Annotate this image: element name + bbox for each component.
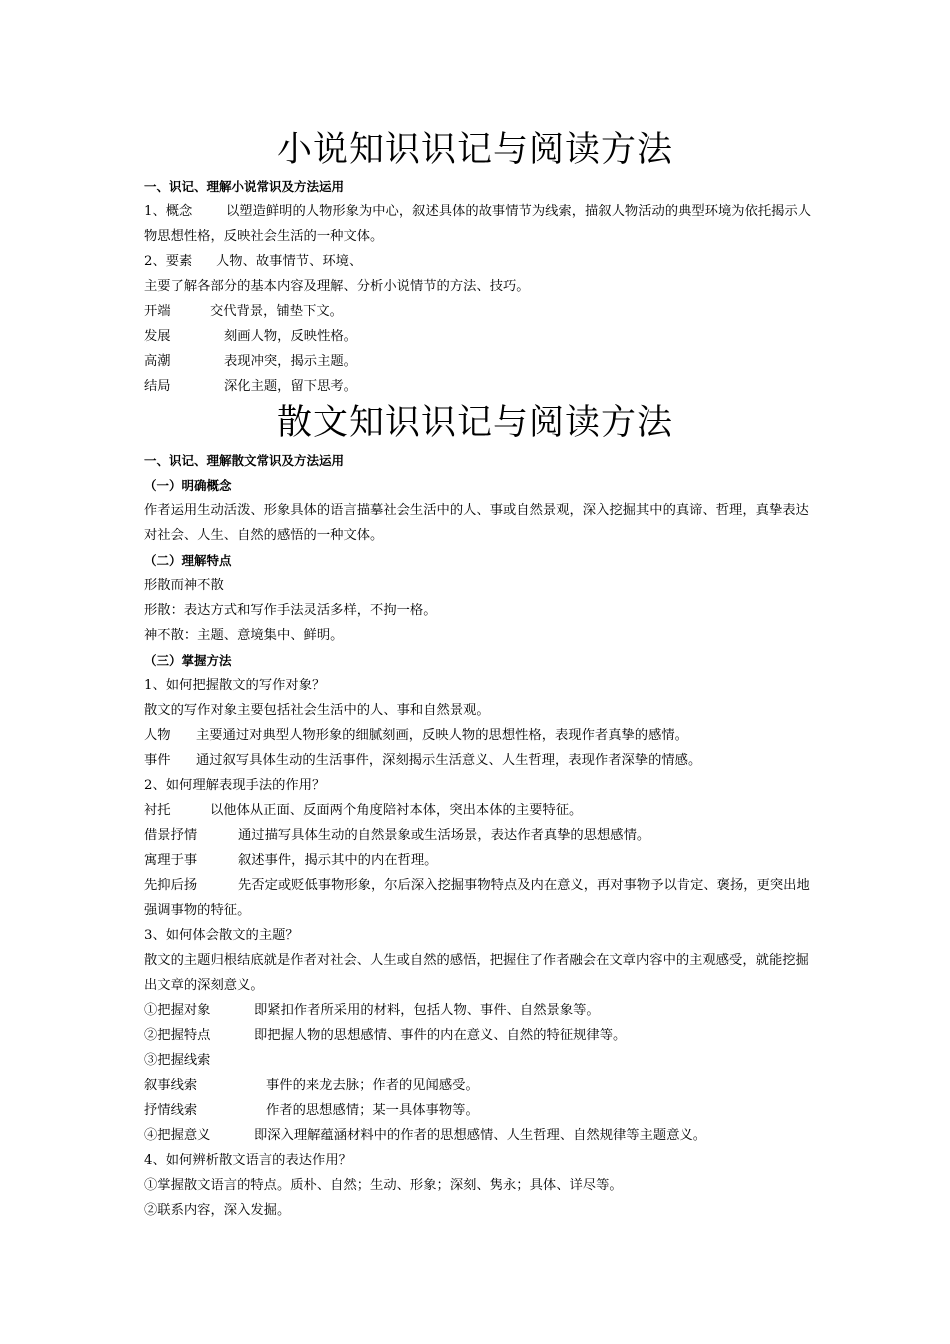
term-desc: 即紧扣作者所采用的材料，包括人物、事件、自然景象等。 <box>254 1003 600 1018</box>
term-label: ④把握意义 <box>144 1128 211 1143</box>
concept-text: 以塑造鲜明的人物形象为中心，叙述具体的故事情节为线索，描叙人物活动的典型环境为依托揭示人物思想性格，反映社会生活的一种文体。 <box>144 204 812 244</box>
question-heading: 2、如何理解表现手法的作用？ <box>144 778 326 793</box>
term-desc: 主要通过对典型人物形象的细腻刻画，反映人物的思想性格，表现作者真挚的感情。 <box>196 728 688 743</box>
prose-section-heading: 一、识记、理解散文常识及方法运用 <box>144 453 345 468</box>
plot-row <box>144 353 814 371</box>
term-label: 人物 <box>144 728 171 743</box>
plot-term: 开端 <box>144 304 171 319</box>
term-row <box>144 802 814 820</box>
term-label: ①把握对象 <box>144 1003 211 1018</box>
term-label: 抒情线索 <box>144 1103 198 1118</box>
prose-title: 散文知识识记与阅读方法 <box>276 403 673 443</box>
term-desc: 先否定或贬低事物形象，尔后深入挖掘事物特点及内在意义，再对事物予以肯定、褒扬，更突出地强调事物的特征。 <box>144 878 810 918</box>
novel-title: 小说知识识记与阅读方法 <box>276 130 673 170</box>
term-desc: 即把握人物的思想感情、事件的内在意义、自然的特征规律等。 <box>254 1028 627 1043</box>
term-desc: 叙述事件，揭示其中的内在哲理。 <box>238 853 438 868</box>
term-row <box>144 1027 814 1045</box>
term-label: 衬托 <box>144 803 171 818</box>
term-label: 先抑后扬 <box>144 878 198 893</box>
novel-section-heading: 一、识记、理解小说常识及方法运用 <box>144 179 345 194</box>
concept-label: 1、概念 <box>144 204 193 219</box>
plot-desc: 刻画人物，反映性格。 <box>224 329 357 344</box>
term-desc: 即深入理解蕴涵材料中的作者的思想感情、人生哲理、自然规律等主题意义。 <box>254 1128 707 1143</box>
plot-term: 高潮 <box>144 354 171 369</box>
plot-desc: 表现冲突，揭示主题。 <box>224 354 357 369</box>
novel-master: 主要了解各部分的基本内容及理解、分析小说情节的方法、技巧。 <box>144 279 530 294</box>
term-row <box>144 727 814 745</box>
term-desc: 事件的来龙去脉；作者的见闻感受。 <box>266 1078 479 1093</box>
prose-feature: 形散：表达方式和写作手法灵活多样，不拘一格。 <box>144 603 437 618</box>
question-heading: 4、如何辨析散文语言的表达作用？ <box>144 1153 352 1168</box>
answer-line: ①掌握散文语言的特点。质朴、自然；生动、形象；深刻、隽永；具体、详尽等。 <box>144 1178 623 1193</box>
term-row <box>144 1102 814 1120</box>
term-desc: 通过描写具体生动的自然景象或生活场景，表达作者真挚的思想感情。 <box>238 828 651 843</box>
term-row <box>144 873 814 923</box>
term-label: 借景抒情 <box>144 828 198 843</box>
elements-label: 2、要素 <box>144 254 193 269</box>
plot-desc: 深化主题，留下思考。 <box>224 379 357 394</box>
answer-line: ②联系内容，深入发掘。 <box>144 1203 291 1218</box>
prose-feature: 形散而神不散 <box>144 578 224 593</box>
plot-row <box>144 303 814 321</box>
prose-definition: 作者运用生动活泼、形象具体的语言描摹社会生活中的人、事或自然景观，深入挖掘其中的真谛、哲理，真挚表达对社会、人生、自然的感悟的一种文体。 <box>144 503 809 543</box>
term-desc: 以他体从正面、反面两个角度陪衬本体，突出本体的主要特征。 <box>210 803 583 818</box>
term-label: 寓理于事 <box>144 853 198 868</box>
term-row <box>144 827 814 845</box>
question-heading: 3、如何体会散文的主题？ <box>144 928 299 943</box>
plot-term: 发展 <box>144 329 171 344</box>
prose-subheading-method: （三）掌握方法 <box>144 653 232 668</box>
term-row <box>144 852 814 870</box>
term-label: ②把握特点 <box>144 1028 211 1043</box>
plot-desc: 交代背景，铺垫下文。 <box>210 304 343 319</box>
novel-concept <box>144 199 814 249</box>
term-row <box>144 752 814 770</box>
question-heading: 1、如何把握散文的写作对象？ <box>144 678 326 693</box>
term-row <box>144 1127 814 1145</box>
answer-line: 散文的主题归根结底就是作者对社会、人生或自然的感悟，把握住了作者融会在文章内容中的主观感受，就能挖掘出文章的深刻意义。 <box>144 953 809 993</box>
prose-subheading-concept: （一）明确概念 <box>144 478 232 493</box>
novel-elements <box>144 253 814 271</box>
plot-term: 结局 <box>144 379 171 394</box>
prose-subheading-feature: （二）理解特点 <box>144 553 232 568</box>
term-row <box>144 1077 814 1095</box>
term-label: 叙事线索 <box>144 1078 198 1093</box>
plot-row <box>144 378 814 396</box>
plot-row <box>144 328 814 346</box>
term-label-line: ③把握线索 <box>144 1053 211 1068</box>
elements-text: 人物、故事情节、环境、 <box>216 254 363 269</box>
term-row <box>144 1002 814 1020</box>
term-label: 事件 <box>144 753 171 768</box>
term-desc: 通过叙写具体生动的生活事件，深刻揭示生活意义、人生哲理，表现作者深挚的情感。 <box>196 753 702 768</box>
prose-feature: 神不散：主题、意境集中、鲜明。 <box>144 628 344 643</box>
answer-line: 散文的写作对象主要包括社会生活中的人、事和自然景观。 <box>144 703 490 718</box>
term-desc: 作者的思想感情；某一具体事物等。 <box>266 1103 479 1118</box>
